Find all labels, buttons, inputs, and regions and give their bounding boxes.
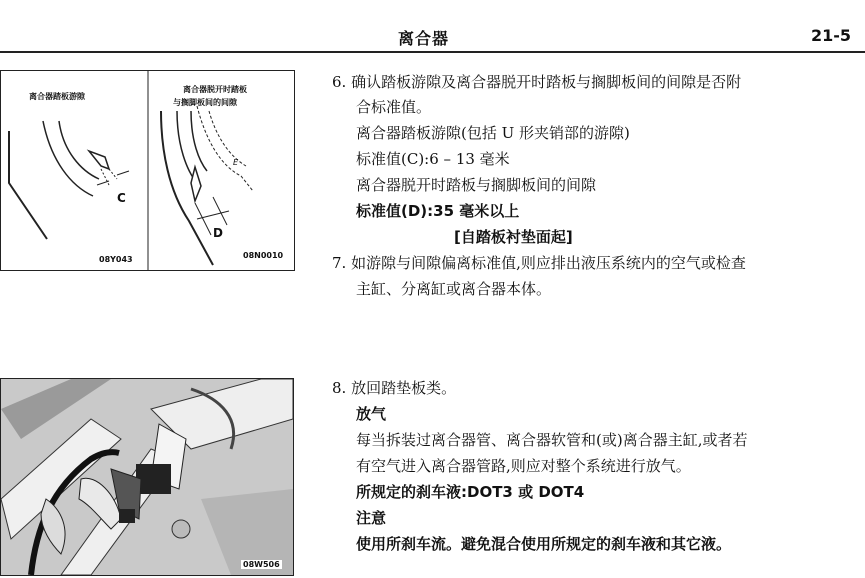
figure-code-left: 08Y043 <box>99 255 133 264</box>
photo-code: 08W506 <box>243 560 280 569</box>
item6-free-play: 离合器踏板游隙(包括 U 形夹销部的游隙) <box>356 124 630 142</box>
clearance-label-line1: 离合器脱开时踏板 <box>183 85 247 94</box>
bleeding-photo-drawing <box>1 379 293 575</box>
clearance-label-line2: 与搁脚板间的间隙 <box>173 98 237 107</box>
caution-text: 使用所刹车流。避免混合使用所规定的刹车液和其它液。 <box>356 535 732 553</box>
item6-standard-c: 标准值(C):6 – 13 毫米 <box>356 150 510 168</box>
item6-line1: 6. 确认踏板游隙及离合器脱开时踏板与搁脚板间的间隙是否附 <box>332 73 742 91</box>
free-play-label: 离合器踏板游隙 <box>29 92 85 101</box>
bleeding-line2: 有空气进入离合器管路,则应对整个系统进行放气。 <box>356 457 691 475</box>
bleeding-line1: 每当拆装过离合器管、离合器软管和(或)离合器主缸,或者若 <box>356 431 748 449</box>
item6-pad-note: [自踏板衬垫面起] <box>454 228 573 246</box>
fluid-spec: 所规定的刹车液:DOT3 或 DOT4 <box>356 483 585 501</box>
bleeding-heading: 放气 <box>356 405 387 423</box>
item8-line1: 8. 放回踏垫板类。 <box>332 379 457 397</box>
item6-clearance: 离合器脱开时踏板与搁脚板间的间隙 <box>356 176 597 194</box>
bleeding-photo-figure <box>0 378 294 576</box>
dimension-c: C <box>117 191 126 205</box>
section-title: 离合器 <box>398 29 450 48</box>
item6-standard-d: 标准值(D):35 毫米以上 <box>356 202 520 220</box>
header-rule <box>0 51 865 53</box>
dimension-d: D <box>213 226 223 240</box>
caution-heading: 注意 <box>356 509 387 527</box>
page-number: 21-5 <box>810 26 851 45</box>
item7-line1: 7. 如游隙与间隙偏离标准值,则应排出液压系统内的空气或检查 <box>332 254 746 272</box>
figure-code-right: 08N0010 <box>243 251 284 260</box>
dimension-e: E <box>233 158 239 167</box>
pedal-clearance-figure <box>0 70 295 271</box>
item6-line2: 合标准值。 <box>356 98 432 116</box>
item7-line2: 主缸、分离缸或离合器本体。 <box>356 280 552 298</box>
